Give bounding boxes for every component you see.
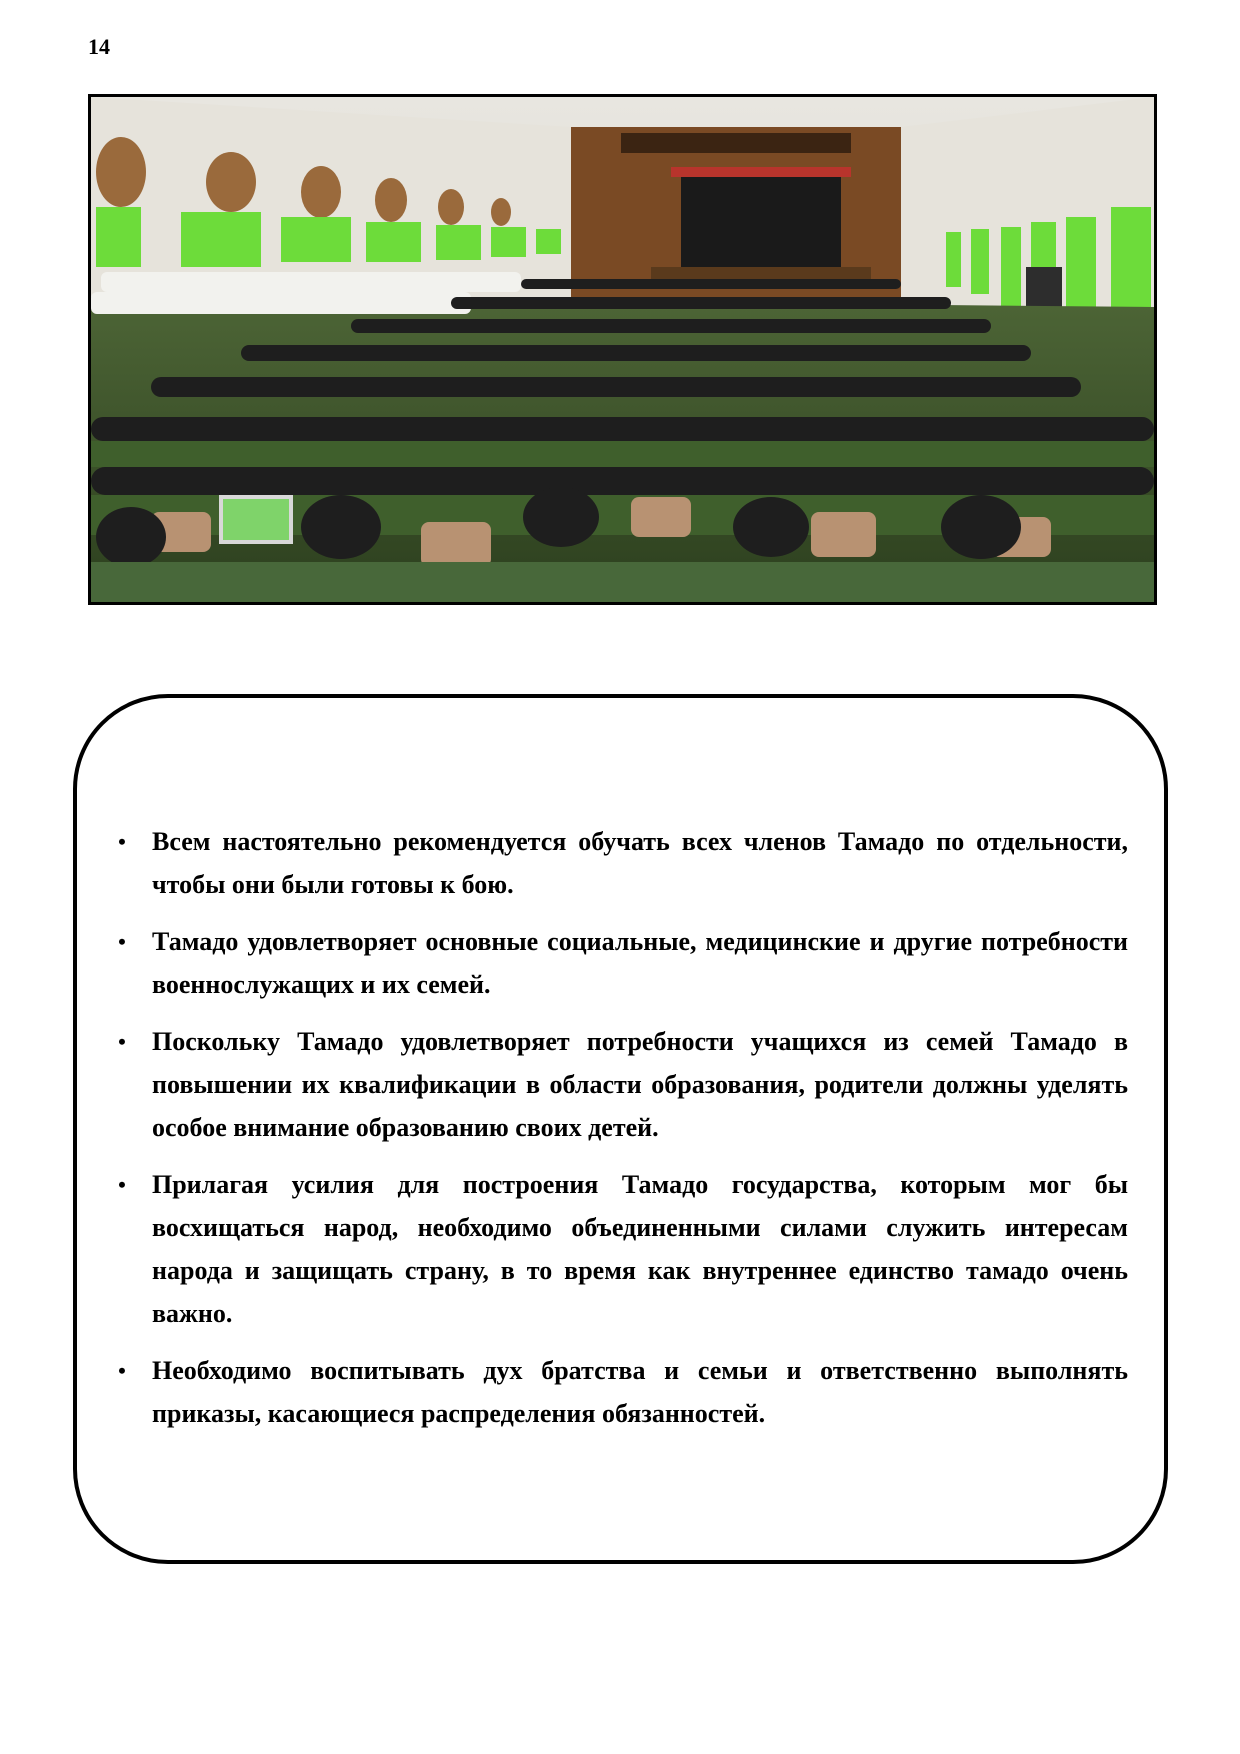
bullet-text: Необходимо воспитывать дух братства и семьи и ответственно выполнять приказы, касающиеся распределения обязанностей. — [152, 1356, 1128, 1428]
photo-illustration — [91, 97, 1154, 602]
page-number: 14 — [88, 34, 110, 59]
bullet-text: Прилагая усилия для построения Тамадо государства, которым мог бы восхищаться народ, необходимо объединенными силами служить интересам народа и защищать страну, в то время как внутреннее единство тамадо очень важно. — [152, 1170, 1128, 1328]
bullet-icon: • — [118, 1029, 126, 1054]
bullet-text: Всем настоятельно рекомендуется обучать всех членов Тамадо по отдельности, чтобы они были готовы к бою. — [152, 827, 1128, 899]
bullet-icon: • — [118, 829, 126, 854]
bullet-icon: • — [118, 1172, 126, 1197]
bullet-icon: • — [118, 929, 126, 954]
bullet-list — [112, 820, 1128, 1449]
list-item — [112, 920, 1128, 1006]
bullet-text: Тамадо удовлетворяет основные социальные, медицинские и другие потребности военнослужащих и их семей. — [152, 927, 1128, 999]
list-item — [112, 1349, 1128, 1435]
list-item — [112, 1020, 1128, 1149]
list-item — [112, 820, 1128, 906]
list-item — [112, 1163, 1128, 1335]
assembly-hall-photo — [88, 94, 1157, 605]
bullet-icon: • — [118, 1358, 126, 1383]
stage-banner — [681, 177, 841, 272]
bullet-text: Поскольку Тамадо удовлетворяет потребности учащихся из семей Тамадо в повышении их квалификации в области образования, родители должны уделять особое внимание образованию своих детей. — [152, 1027, 1128, 1142]
